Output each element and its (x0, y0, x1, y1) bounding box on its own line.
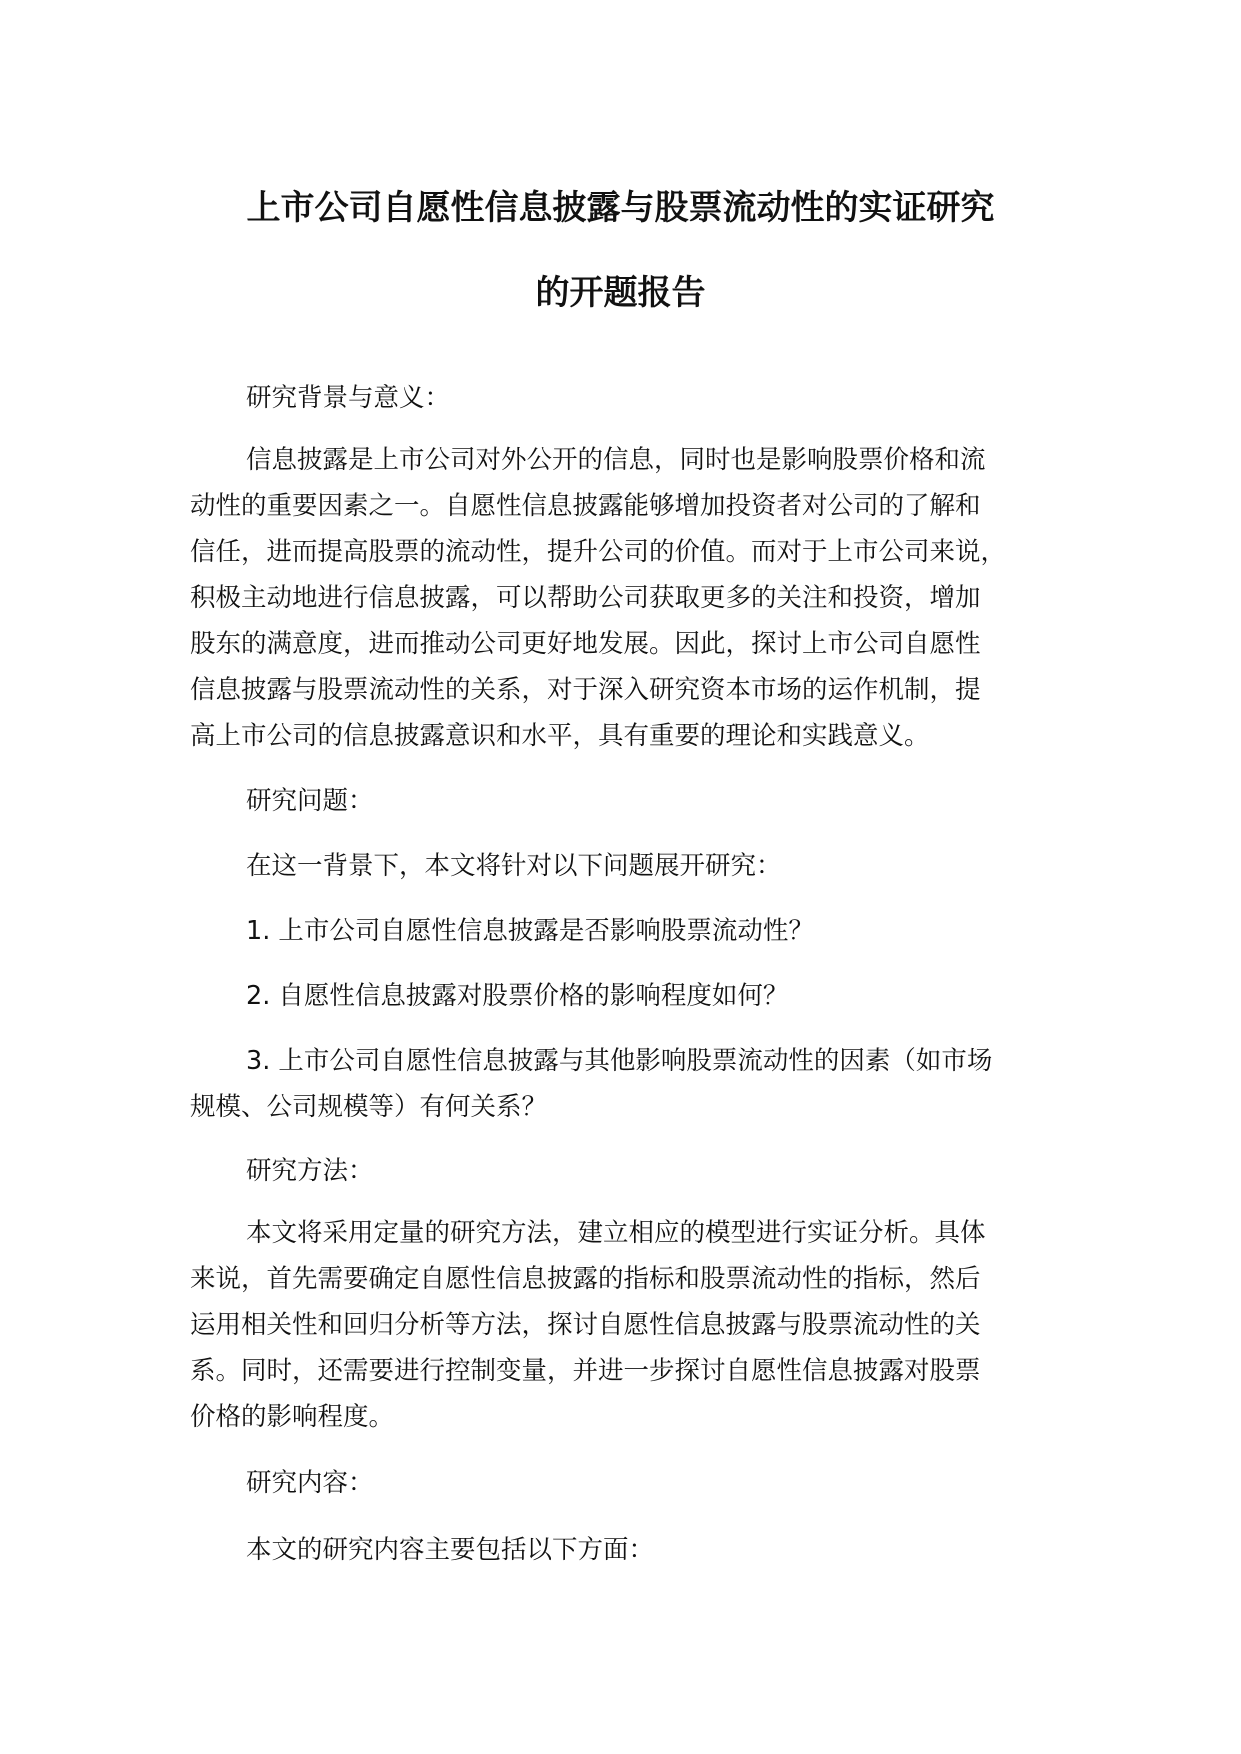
document-title-line-1: 上市公司自愿性信息披露与股票流动性的实证研究 (246, 188, 995, 228)
method-heading: 研究方法： (246, 1156, 374, 1186)
problem-heading: 研究问题： (246, 786, 374, 816)
document-title-line-2: 的开题报告 (535, 273, 706, 313)
question-1: 1. 上市公司自愿性信息披露是否影响股票流动性？ (246, 916, 814, 946)
question-3: 3. 上市公司自愿性信息披露与其他影响股票流动性的因素（如市场 规模、公司规模等）有何关系？ (190, 1046, 993, 1122)
problem-intro: 在这一背景下，本文将针对以下问题展开研究： (246, 851, 782, 881)
background-paragraph: 信息披露是上市公司对外公开的信息，同时也是影响股票价格和流 动性的重要因素之一。自愿性信息披露能够增加投资者对公司的了解和 信任，进而提高股票的流动性，提升公司的价值。而对于上市公司来说， 积极主动地进行信息披露，可以帮助公司获取更多的关注和投资，增加 股东的满意度，进而推动公司更好地发展。因此，探讨上市公司自愿性 信息披露与股票流动性的关系，对于深入研究资本市场的运作机制，提 高上市公司的信息披露意识和水平，具有重要的理论和实践意义。 (190, 445, 1007, 751)
question-2: 2. 自愿性信息披露对股票价格的影响程度如何？ (246, 981, 789, 1011)
content-intro: 本文的研究内容主要包括以下方面： (246, 1535, 655, 1565)
method-paragraph: 本文将采用定量的研究方法，建立相应的模型进行实证分析。具体 来说，首先需要确定自愿性信息披露的指标和股票流动性的指标，然后 运用相关性和回归分析等方法，探讨自愿性信息披露与股票流动性的关 系。同时，还需要进行控制变量，并进一步探讨自愿性信息披露对股票 价格的影响程度。 (190, 1218, 986, 1432)
background-heading: 研究背景与意义： (246, 383, 451, 413)
content-heading: 研究内容： (246, 1468, 374, 1498)
